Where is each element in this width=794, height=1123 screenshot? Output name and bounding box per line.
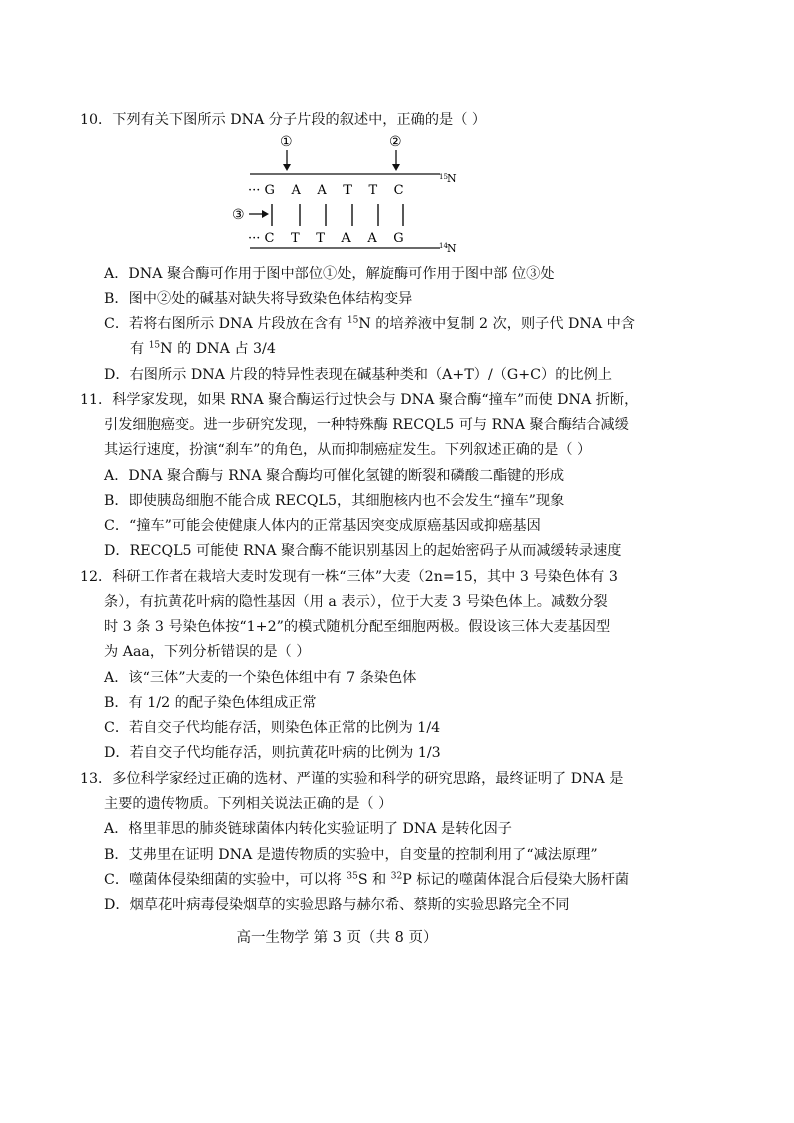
q13-option-d: D．烟草花叶病毒侵染烟草的实验思路与赫尔希、蔡斯的实验思路完全不同 <box>104 897 570 913</box>
q12-stem-line4: 为 Aaa，下列分析错误的是（ ） <box>104 644 311 660</box>
q10-option-d: D．右图所示 DNA 片段的特异性表现在碱基种类和（A+T）/（G+C）的比例上 <box>104 367 612 383</box>
q12-option-a: A．该“三体”大麦的一个染色体组中有 7 条染色体 <box>104 670 417 686</box>
q11-stem-line2: 引发细胞癌变。进一步研究发现，一种特殊酶 RECQL5 可与 RNA 聚合酶结合减缓 <box>104 417 629 433</box>
q13-stem-line1: 13．多位科学家经过正确的选材、严谨的实验和科学的研究思路，最终证明了 DNA 是 <box>80 771 624 787</box>
q10-stem: 10．下列有关下图所示 DNA 分子片段的叙述中，正确的是（ ） <box>80 112 487 128</box>
top-label: N <box>447 172 457 185</box>
text-segment: S 和 <box>357 872 391 888</box>
q12-option-b: B．有 1/2 的配子染色体组成正常 <box>104 695 317 711</box>
q12-option-c: C．若自交子代均能存活，则染色体正常的比例为 1/4 <box>104 720 441 736</box>
superscript: 15 <box>148 340 161 351</box>
base-pair-bonds <box>272 204 403 226</box>
q12-option-d: D．若自交子代均能存活，则抗黄花叶病的比例为 1/3 <box>104 745 441 761</box>
q12-stem-line1: 12．科研工作者在栽培大麦时发现有一株“三体”大麦（2n=15，其中 3 号染色体有 3 <box>80 569 618 585</box>
q11-option-b: B．即使胰岛细胞不能合成 RECQL5，其细胞核内也不会发生“撞车”现象 <box>104 493 565 509</box>
q13-option-b: B．艾弗里在证明 DNA 是遗传物质的实验中，自变量的控制利用了“减法原理” <box>104 847 598 863</box>
q13-stem-line2: 主要的遗传物质。下列相关说法正确的是（ ） <box>104 796 393 812</box>
marker-2: ② <box>389 134 402 150</box>
top-sequence: ··· G A A T T C <box>248 183 404 198</box>
q10-option-c-line1 <box>104 314 635 334</box>
q11-option-a: A．DNA 聚合酶与 RNA 聚合酶均可催化氢键的断裂和磷酸二酯键的形成 <box>104 468 565 484</box>
q11-option-d: D．RECQL5 可能使 RNA 聚合酶不能识别基因上的起始密码子从而减缓转录速度 <box>104 543 622 559</box>
bottom-sequence: ··· C T T A A G <box>248 231 404 246</box>
text-segment: 有 <box>130 341 149 357</box>
text-segment: N 的培养液中复制 2 次，则子代 DNA 中含 <box>358 316 635 332</box>
marker-3: ③ <box>232 207 245 223</box>
superscript: 35 <box>346 871 358 882</box>
bottom-label: N <box>447 242 457 255</box>
bottom-label-sup: 14 <box>439 242 448 250</box>
superscript: 32 <box>390 871 403 882</box>
q11-stem-line3: 其运行速度，扮演“刹车”的角色，从而抑制癌症发生。下列叙述正确的是（ ） <box>104 442 592 458</box>
q13-option-a: A．格里菲思的肺炎链球菌体内转化实验证明了 DNA 是转化因子 <box>104 821 512 837</box>
text-segment: C．若将右图所示 DNA 片段放在含有 <box>104 316 347 332</box>
text-segment: P 标记的噬菌体混合后侵染大肠杆菌 <box>402 872 630 888</box>
text-segment: N 的 DNA 占 3/4 <box>160 341 276 357</box>
page-footer: 高一生物学 第 3 页（共 8 页） <box>236 930 438 946</box>
superscript: 15 <box>346 315 359 326</box>
q12-stem-line3: 时 3 条 3 号染色体按“1+2”的模式随机分配至细胞两极。假设该三体大麦基因型 <box>104 619 611 635</box>
q11-stem-line1: 11．科学家发现，如果 RNA 聚合酶运行过快会与 DNA 聚合酶“撞车”而使 DNA 折断， <box>80 392 639 408</box>
text-segment: C．噬菌体侵染细菌的实验中，可以将 <box>104 872 347 888</box>
q11-option-c: C．“撞车”可能会使健康人体内的正常基因突变成原癌基因或抑癌基因 <box>104 518 541 534</box>
dna-fragment-diagram <box>230 130 470 260</box>
q10-option-b: B．图中②处的碱基对缺失将导致染色体结构变异 <box>104 291 413 307</box>
q13-option-c <box>104 870 629 890</box>
marker-1: ① <box>280 134 293 150</box>
q10-option-a: A．DNA 聚合酶可作用于图中部位①处，解旋酶可作用于图中部 位③处 <box>104 266 555 282</box>
q10-option-c-line2 <box>130 339 276 359</box>
top-label-sup: 15 <box>439 173 448 181</box>
q12-stem-line2: 条），有抗黄花叶病的隐性基因（用 a 表示），位于大麦 3 号染色体上。减数分裂 <box>104 594 608 610</box>
